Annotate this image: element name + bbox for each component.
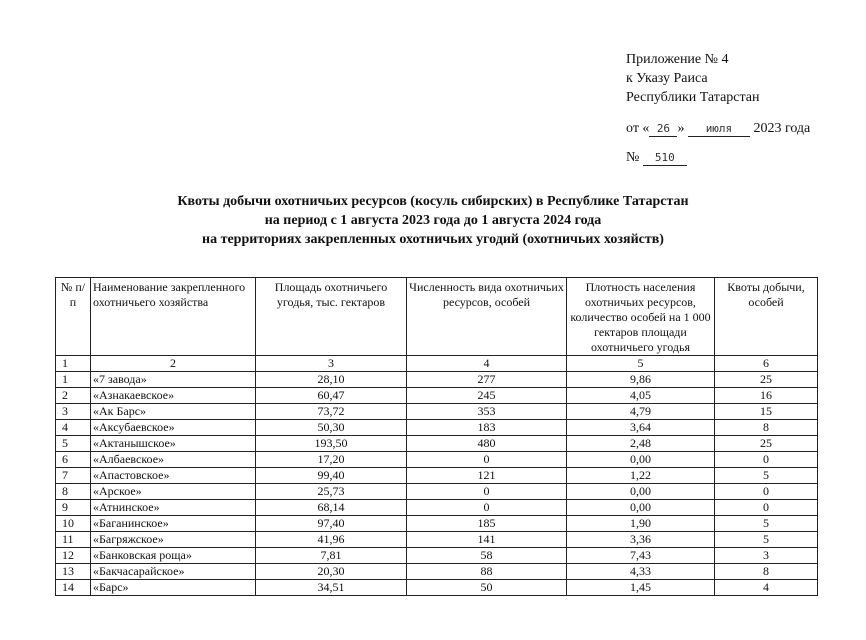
cell-name: «Бакчасарайское» — [91, 564, 256, 580]
table-row — [56, 500, 818, 516]
cell-num: 13 — [56, 564, 91, 580]
number-handwritten: 510 — [643, 151, 687, 166]
cell-area: 60,47 — [256, 388, 407, 404]
cell-quota: 25 — [715, 372, 818, 388]
cell-quota: 16 — [715, 388, 818, 404]
cell-num: 4 — [56, 420, 91, 436]
cell-area: 25,73 — [256, 484, 407, 500]
table-row — [56, 532, 818, 548]
cell-quota: 8 — [715, 564, 818, 580]
cell-density: 0,00 — [567, 452, 715, 468]
cell-density: 1,90 — [567, 516, 715, 532]
table-row — [56, 436, 818, 452]
cell-num: 5 — [56, 436, 91, 452]
cell-area: 34,51 — [256, 580, 407, 596]
title-line-3: на территориях закрепленных охотничьих угодий (охотничьих хозяйств) — [202, 232, 664, 247]
cell-quota: 5 — [715, 516, 818, 532]
cell-area: 50,30 — [256, 420, 407, 436]
cell-population: 0 — [407, 452, 567, 468]
cell-quota: 4 — [715, 580, 818, 596]
cell-population: 0 — [407, 484, 567, 500]
cell-density: 9,86 — [567, 372, 715, 388]
column-number: 1 — [56, 356, 91, 372]
cell-density: 1,45 — [567, 580, 715, 596]
cell-name: «Баганинское» — [91, 516, 256, 532]
cell-num: 14 — [56, 580, 91, 596]
cell-area: 41,96 — [256, 532, 407, 548]
cell-area: 97,40 — [256, 516, 407, 532]
cell-density: 4,79 — [567, 404, 715, 420]
cell-quota: 8 — [715, 420, 818, 436]
cell-density: 2,48 — [567, 436, 715, 452]
appendix-number-line — [626, 148, 810, 167]
cell-num: 11 — [56, 532, 91, 548]
cell-population: 121 — [407, 468, 567, 484]
cell-name: «Барс» — [91, 580, 256, 596]
cell-density: 3,64 — [567, 420, 715, 436]
cell-name: «Аксубаевское» — [91, 420, 256, 436]
header-population: Численность вида охотничьих ресурсов, особей — [407, 278, 567, 356]
cell-num: 2 — [56, 388, 91, 404]
appendix-line-2: к Указу Раиса — [626, 71, 708, 86]
table-row — [56, 468, 818, 484]
table-row — [56, 484, 818, 500]
cell-density: 7,43 — [567, 548, 715, 564]
cell-name: «Албаевское» — [91, 452, 256, 468]
header-density: Плотность населения охотничьих ресурсов, количество особей на 1 000 гектаров площади охотничьего угодья — [567, 278, 715, 356]
cell-name: «Банковская роща» — [91, 548, 256, 564]
cell-quota: 15 — [715, 404, 818, 420]
cell-quota: 0 — [715, 452, 818, 468]
cell-name: «Арское» — [91, 484, 256, 500]
cell-density: 4,33 — [567, 564, 715, 580]
cell-area: 73,72 — [256, 404, 407, 420]
cell-quota: 5 — [715, 532, 818, 548]
table-row — [56, 516, 818, 532]
cell-num: 6 — [56, 452, 91, 468]
cell-population: 141 — [407, 532, 567, 548]
table-row — [56, 404, 818, 420]
cell-name: «Азнакаевское» — [91, 388, 256, 404]
cell-population: 183 — [407, 420, 567, 436]
title-line-1: Квоты добычи охотничьих ресурсов (косуль сибирских) в Республике Татарстан — [177, 194, 689, 209]
table-row — [56, 548, 818, 564]
quota-table — [55, 277, 818, 596]
table-row — [56, 388, 818, 404]
date-mid: » — [677, 121, 685, 136]
appendix-date-line — [626, 119, 810, 138]
cell-name: «7 завода» — [91, 372, 256, 388]
number-prefix: № — [626, 150, 640, 165]
table-header-row — [56, 278, 818, 356]
title-line-2: на период с 1 августа 2023 года до 1 августа 2024 года — [264, 213, 602, 228]
table-row — [56, 372, 818, 388]
date-month-handwritten: июля — [688, 122, 750, 137]
cell-area: 20,30 — [256, 564, 407, 580]
table-row — [56, 564, 818, 580]
cell-area: 99,40 — [256, 468, 407, 484]
cell-num: 12 — [56, 548, 91, 564]
column-number-row — [56, 356, 818, 372]
cell-population: 0 — [407, 500, 567, 516]
cell-quota: 0 — [715, 484, 818, 500]
cell-population: 245 — [407, 388, 567, 404]
column-number: 5 — [567, 356, 715, 372]
cell-density: 1,22 — [567, 468, 715, 484]
cell-name: «Багряжское» — [91, 532, 256, 548]
cell-quota: 3 — [715, 548, 818, 564]
cell-density: 4,05 — [567, 388, 715, 404]
cell-name: «Апастовское» — [91, 468, 256, 484]
cell-population: 277 — [407, 372, 567, 388]
table-row — [56, 452, 818, 468]
cell-quota: 0 — [715, 500, 818, 516]
cell-area: 68,14 — [256, 500, 407, 516]
cell-num: 9 — [56, 500, 91, 516]
column-number: 6 — [715, 356, 818, 372]
appendix-block — [626, 50, 810, 167]
cell-density: 3,36 — [567, 532, 715, 548]
cell-population: 185 — [407, 516, 567, 532]
cell-area: 28,10 — [256, 372, 407, 388]
cell-num: 10 — [56, 516, 91, 532]
cell-density: 0,00 — [567, 484, 715, 500]
date-day-handwritten: 26 — [649, 122, 677, 137]
column-number: 2 — [91, 356, 256, 372]
cell-quota: 5 — [715, 468, 818, 484]
date-prefix: от « — [626, 121, 650, 136]
cell-quota: 25 — [715, 436, 818, 452]
cell-name: «Ак Барс» — [91, 404, 256, 420]
appendix-line-1: Приложение № 4 — [626, 52, 729, 67]
column-number: 3 — [256, 356, 407, 372]
cell-population: 480 — [407, 436, 567, 452]
header-area: Площадь охотничьего угодья, тыс. гектаров — [256, 278, 407, 356]
header-num: № п/п — [56, 278, 91, 356]
column-number: 4 — [407, 356, 567, 372]
date-suffix: 2023 года — [753, 121, 811, 136]
cell-num: 1 — [56, 372, 91, 388]
appendix-line-3: Республики Татарстан — [626, 90, 760, 105]
cell-num: 7 — [56, 468, 91, 484]
document-title — [0, 192, 866, 249]
cell-area: 7,81 — [256, 548, 407, 564]
cell-num: 3 — [56, 404, 91, 420]
table-row — [56, 420, 818, 436]
cell-population: 353 — [407, 404, 567, 420]
cell-density: 0,00 — [567, 500, 715, 516]
cell-population: 88 — [407, 564, 567, 580]
cell-area: 17,20 — [256, 452, 407, 468]
cell-name: «Актанышское» — [91, 436, 256, 452]
cell-num: 8 — [56, 484, 91, 500]
cell-population: 58 — [407, 548, 567, 564]
table-row — [56, 580, 818, 596]
cell-population: 50 — [407, 580, 567, 596]
cell-area: 193,50 — [256, 436, 407, 452]
header-name: Наименование закрепленного охотничьего хозяйства — [91, 278, 256, 356]
cell-name: «Атнинское» — [91, 500, 256, 516]
header-quota: Квоты добычи, особей — [715, 278, 818, 356]
